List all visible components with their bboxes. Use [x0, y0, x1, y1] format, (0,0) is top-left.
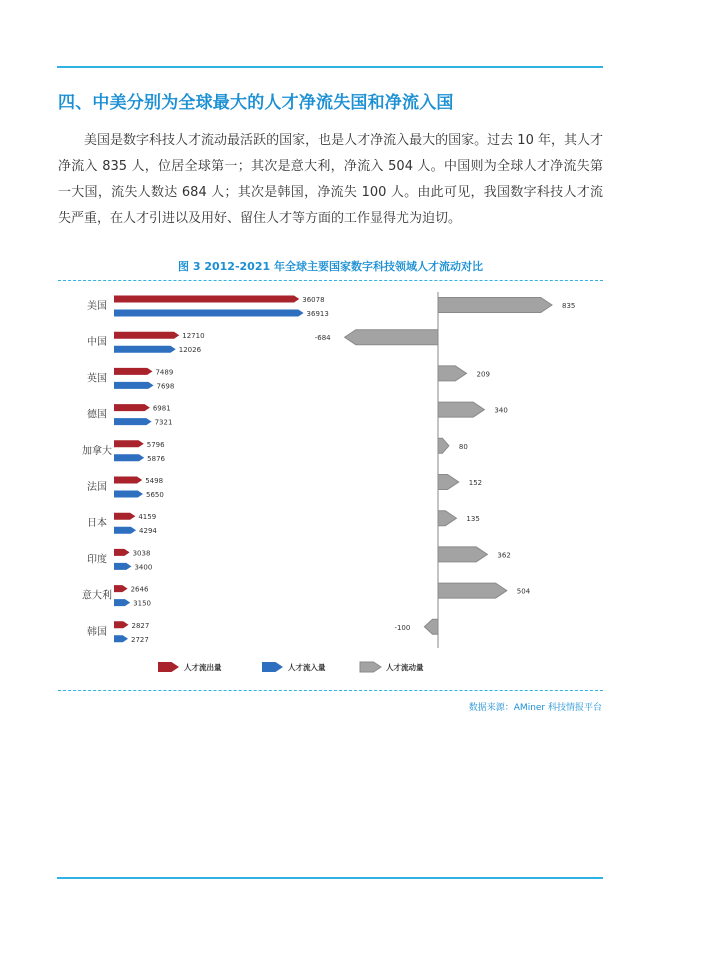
legend-label: 人才流动量: [386, 663, 424, 672]
netflow-value-label: 362: [497, 551, 511, 560]
body-paragraph: 美国是数字科技人才流动最活跃的国家，也是人才净流入最大的国家。过去 10 年，其人才净流入 835 人，位居全球第一；其次是意大利，净流入 504 人。中国则为全球人才净流失第一大国，流失人数达 684 人；其次是韩国，净流失 100 人。由此可见，我国数字科技人才流失严重，在人才引进以及用好、留住人才等方面的工作显得尤为迫切。: [58, 133, 603, 226]
data-source: 数据来源：AMiner 科技情报平台: [468, 703, 602, 713]
outflow-bar: [114, 585, 128, 592]
inflow-value-label: 12026: [178, 346, 202, 355]
inflow-bar: [114, 382, 154, 389]
inflow-bar: [114, 563, 131, 570]
netflow-value-label: 135: [466, 515, 480, 524]
category-label: 日本: [87, 518, 107, 530]
outflow-value-label: 2646: [130, 585, 149, 594]
legend-swatch: [360, 662, 381, 672]
netflow-value-label: 80: [458, 442, 468, 451]
netflow-value-label: 340: [494, 406, 508, 415]
netflow-bar: [438, 402, 484, 417]
outflow-bar: [114, 404, 150, 411]
category-label: 中国: [87, 337, 107, 349]
outflow-bar: [114, 513, 135, 520]
inflow-value-label: 2727: [131, 635, 149, 644]
netflow-bar: [424, 619, 438, 634]
category-label: 韩国: [87, 626, 107, 638]
inflow-bar: [114, 418, 152, 425]
figure-title: 图 3 2012-2021 年全球主要国家数字科技领域人才流动对比: [178, 260, 483, 273]
inflow-bar: [114, 454, 144, 461]
netflow-value-label: 504: [516, 587, 531, 596]
netflow-bar: [438, 547, 487, 562]
inflow-value-label: 7698: [156, 382, 175, 391]
netflow-value-label: 209: [476, 370, 490, 379]
netflow-bar: [438, 475, 459, 490]
netflow-bar: [345, 330, 438, 345]
netflow-bar: [438, 366, 467, 381]
outflow-value-label: 5796: [146, 440, 165, 449]
outflow-value-label: 3038: [132, 549, 151, 558]
outflow-value-label: 4159: [138, 513, 157, 522]
netflow-value-label: 152: [468, 479, 483, 487]
legend-label: 人才流入量: [288, 663, 326, 672]
inflow-bar: [114, 635, 128, 642]
legend-swatch: [262, 662, 283, 672]
category-label: 法国: [87, 482, 107, 493]
outflow-bar: [114, 440, 144, 447]
category-label: 英国: [87, 373, 107, 385]
inflow-bar: [114, 599, 130, 606]
netflow-bar: [438, 438, 449, 453]
netflow-value-label: -684: [314, 334, 331, 343]
category-label: 德国: [87, 409, 107, 421]
netflow-value-label: -100: [394, 623, 411, 632]
outflow-value-label: 12710: [182, 332, 205, 341]
figure-bottom-divider: [58, 690, 603, 691]
inflow-value-label: 4294: [139, 527, 157, 536]
netflow-bar: [438, 511, 456, 526]
inflow-bar: [114, 491, 143, 498]
outflow-bar: [114, 477, 142, 484]
netflow-value-label: 835: [562, 302, 576, 310]
inflow-value-label: 5650: [146, 491, 164, 499]
category-label: 加拿大: [82, 445, 112, 457]
category-label: 意大利: [82, 590, 112, 602]
outflow-value-label: 7489: [155, 368, 174, 377]
inflow-bar: [114, 527, 136, 534]
inflow-value-label: 5876: [147, 454, 166, 463]
outflow-bar: [114, 296, 299, 303]
inflow-value-label: 3150: [133, 599, 152, 608]
outflow-bar: [114, 549, 130, 556]
outflow-bar: [114, 332, 179, 339]
category-label: 印度: [87, 554, 107, 566]
inflow-bar: [114, 310, 304, 317]
inflow-value-label: 36913: [306, 310, 329, 318]
inflow-bar: [114, 346, 176, 353]
bottom-rule: [57, 877, 603, 879]
legend-label: 人才流出量: [184, 663, 222, 672]
section-heading: 四、中美分别为全球最大的人才净流失国和净流入国: [58, 93, 454, 113]
outflow-bar: [114, 368, 152, 375]
inflow-value-label: 3400: [134, 563, 153, 572]
outflow-bar: [114, 621, 129, 628]
netflow-bar: [438, 583, 507, 598]
outflow-value-label: 36078: [302, 296, 325, 304]
outflow-value-label: 2827: [131, 621, 150, 630]
legend-swatch: [158, 662, 179, 672]
outflow-value-label: 5498: [145, 477, 164, 485]
inflow-value-label: 7321: [154, 418, 173, 427]
category-label: 美国: [87, 301, 107, 312]
netflow-bar: [438, 298, 552, 313]
outflow-value-label: 6981: [152, 404, 171, 413]
